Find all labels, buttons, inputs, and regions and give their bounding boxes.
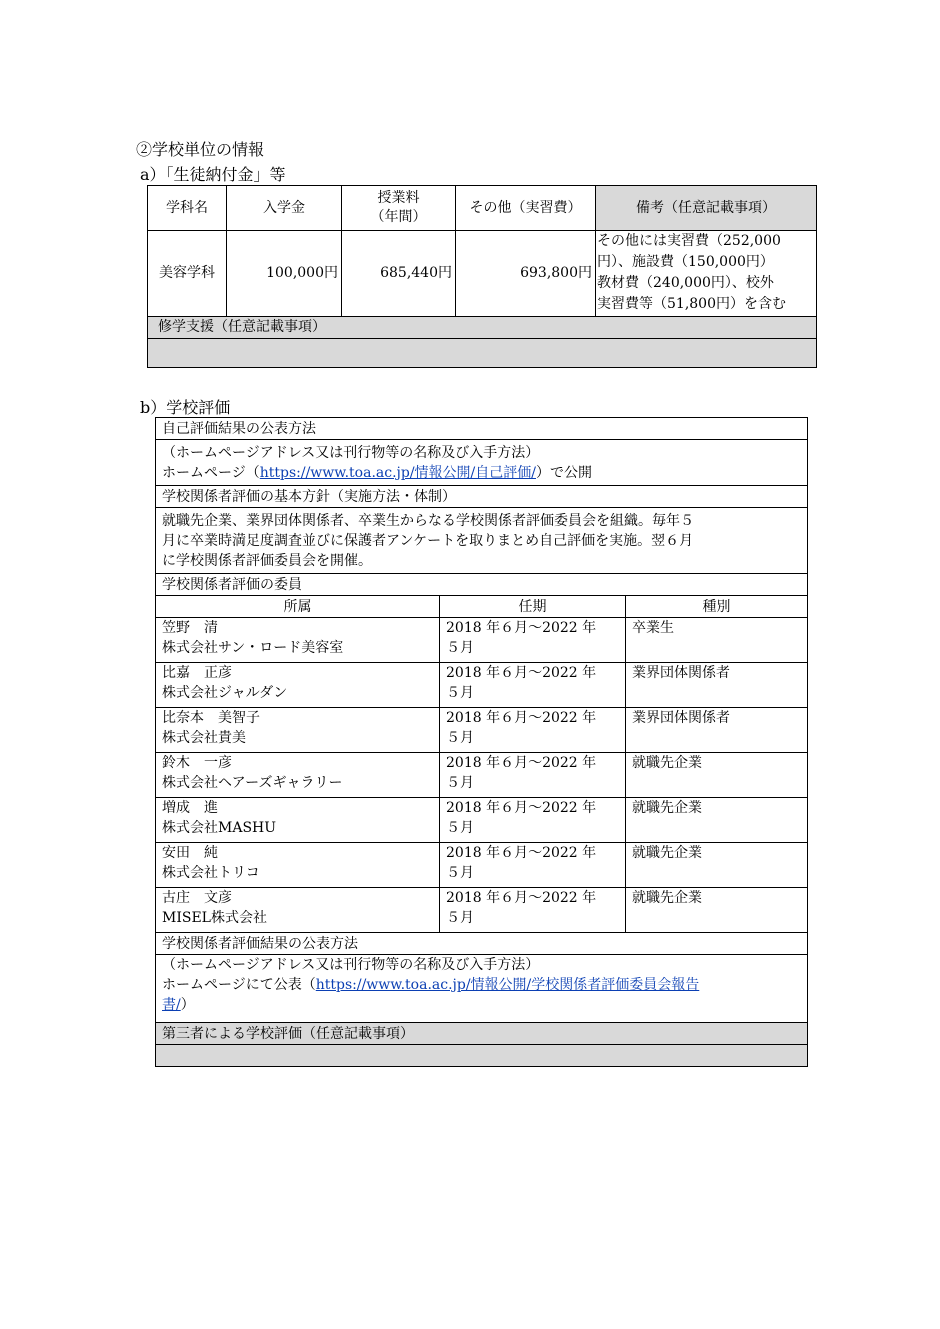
fees-table: [147, 185, 817, 368]
members-header-affiliation: 所属: [156, 596, 440, 618]
results-line2: [162, 995, 801, 1015]
member-type: 就職先企業: [626, 753, 808, 798]
cell-admission: 100,000円: [227, 231, 342, 317]
fees-heading: a）「生徒納付金」等: [140, 165, 286, 184]
member-affiliation: [156, 888, 440, 933]
member-type: 業界団体関係者: [626, 708, 808, 753]
member-row: [156, 798, 808, 843]
member-name: 笠野 清: [162, 620, 218, 636]
cell-remarks: [596, 231, 817, 317]
member-term: [440, 843, 626, 888]
header-tuition: [342, 186, 456, 231]
evaluation-heading: b）学校評価: [140, 398, 231, 417]
results-line1: [162, 975, 801, 995]
members-list: [156, 618, 808, 933]
policy-line1: 就職先企業、業界団体関係者、卒業生からなる学校関係者評価委員会を組織。毎年５: [162, 512, 694, 529]
evaluation-table: [155, 417, 808, 1067]
member-affiliation: [156, 708, 440, 753]
header-tuition-line1: 授業料: [377, 190, 420, 206]
member-row: [156, 753, 808, 798]
policy-title: 学校関係者評価の基本方針（実施方法・体制）: [156, 486, 808, 508]
policy-line2: 月に卒業時満足度調査並びに保護者アンケートを取りまとめ自己評価を実施。翌６月: [162, 532, 694, 549]
member-company: 株式会社サン・ロード美容室: [162, 640, 344, 656]
members-title: 学校関係者評価の委員: [156, 574, 808, 596]
policy-cell: [156, 508, 808, 574]
member-term-line2: ５月: [446, 730, 474, 746]
member-term-line1: 2018 年６月～2022 年: [446, 620, 597, 636]
member-name: 比嘉 正彦: [162, 665, 232, 681]
member-term-line2: ５月: [446, 865, 474, 881]
member-term: [440, 708, 626, 753]
member-term-line1: 2018 年６月～2022 年: [446, 845, 597, 861]
member-name: 増成 進: [162, 800, 218, 816]
member-row: [156, 708, 808, 753]
member-row: [156, 843, 808, 888]
member-company: 株式会社貴美: [162, 730, 246, 746]
member-name: 古庄 文彦: [162, 890, 232, 906]
member-type: 業界団体関係者: [626, 663, 808, 708]
header-tuition-line2: （年間）: [370, 209, 427, 225]
results-title: 学校関係者評価結果の公表方法: [156, 933, 808, 955]
member-term-line1: 2018 年６月～2022 年: [446, 710, 597, 726]
member-company: MISEL株式会社: [162, 910, 267, 926]
members-header-type: 種別: [626, 596, 808, 618]
support-value: [148, 339, 817, 368]
member-type: 就職先企業: [626, 888, 808, 933]
results-prefix: ホームページにて公表（: [162, 977, 316, 993]
self-eval-cell: [156, 440, 808, 486]
member-company: 株式会社ヘアーズギャラリー: [162, 775, 343, 791]
member-term-line2: ５月: [446, 640, 474, 656]
member-term-line2: ５月: [446, 910, 474, 926]
member-type: 就職先企業: [626, 843, 808, 888]
self-eval-prefix: ホームページ（: [162, 464, 260, 481]
remarks-line2: 円）、施設費（150,000円）: [597, 254, 774, 270]
member-company: 株式会社トリコ: [162, 865, 260, 881]
member-company: 株式会社ジャルダン: [162, 685, 288, 701]
remarks-line1: その他には実習費（252,000: [597, 233, 781, 249]
member-name: 鈴木 一彦: [162, 755, 232, 771]
results-link[interactable]: https://www.toa.ac.jp/情報公開/学校関係者評価委員会報告: [315, 977, 700, 993]
results-suffix: ）: [180, 997, 195, 1013]
member-term: [440, 663, 626, 708]
member-affiliation: [156, 753, 440, 798]
member-term: [440, 753, 626, 798]
member-term-line2: ５月: [446, 820, 474, 836]
member-company: 株式会社MASHU: [162, 820, 277, 836]
member-term: [440, 798, 626, 843]
member-term-line2: ５月: [446, 775, 474, 791]
self-eval-link[interactable]: https://www.toa.ac.jp/情報公開/自己評価/: [259, 464, 536, 481]
member-term: [440, 888, 626, 933]
member-term-line1: 2018 年６月～2022 年: [446, 755, 597, 771]
third-party-value: [156, 1045, 808, 1067]
third-party-label: 第三者による学校評価（任意記載事項）: [156, 1023, 808, 1045]
support-label: 修学支援（任意記載事項）: [148, 317, 817, 339]
member-term-line2: ５月: [446, 685, 474, 701]
remarks-line3: 教材費（240,000円）、校外: [597, 275, 774, 291]
member-affiliation: [156, 843, 440, 888]
member-term-line1: 2018 年６月～2022 年: [446, 665, 597, 681]
member-affiliation: [156, 618, 440, 663]
results-link-cont[interactable]: 書/: [162, 997, 181, 1013]
policy-line3: に学校関係者評価委員会を開催。: [162, 552, 372, 569]
self-eval-title: 自己評価結果の公表方法: [156, 418, 808, 440]
header-other: その他（実習費）: [456, 186, 596, 231]
remarks-line4: 実習費等（51,800円）を含む: [597, 296, 786, 312]
header-admission: 入学金: [227, 186, 342, 231]
header-dept: 学科名: [148, 186, 227, 231]
cell-dept: 美容学科: [148, 231, 227, 317]
member-name: 安田 純: [162, 845, 218, 861]
member-affiliation: [156, 798, 440, 843]
results-note: （ホームページアドレス又は刊行物等の名称及び入手方法）: [162, 957, 540, 973]
header-remarks: 備考（任意記載事項）: [596, 186, 817, 231]
member-type: 卒業生: [626, 618, 808, 663]
member-term: [440, 618, 626, 663]
section-title: ②学校単位の情報: [136, 140, 265, 159]
members-header-term: 任期: [440, 596, 626, 618]
self-eval-suffix: ）で公開: [535, 464, 592, 481]
member-row: [156, 888, 808, 933]
cell-tuition: 685,440円: [342, 231, 456, 317]
self-eval-line: [162, 463, 801, 483]
member-row: [156, 618, 808, 663]
results-cell: [156, 955, 808, 1023]
member-term-line1: 2018 年６月～2022 年: [446, 890, 597, 906]
member-affiliation: [156, 663, 440, 708]
self-eval-note: （ホームページアドレス又は刊行物等の名称及び入手方法）: [162, 444, 540, 461]
member-term-line1: 2018 年６月～2022 年: [446, 800, 597, 816]
cell-other: 693,800円: [456, 231, 596, 317]
member-type: 就職先企業: [626, 798, 808, 843]
member-name: 比奈本 美智子: [162, 710, 260, 726]
member-row: [156, 663, 808, 708]
